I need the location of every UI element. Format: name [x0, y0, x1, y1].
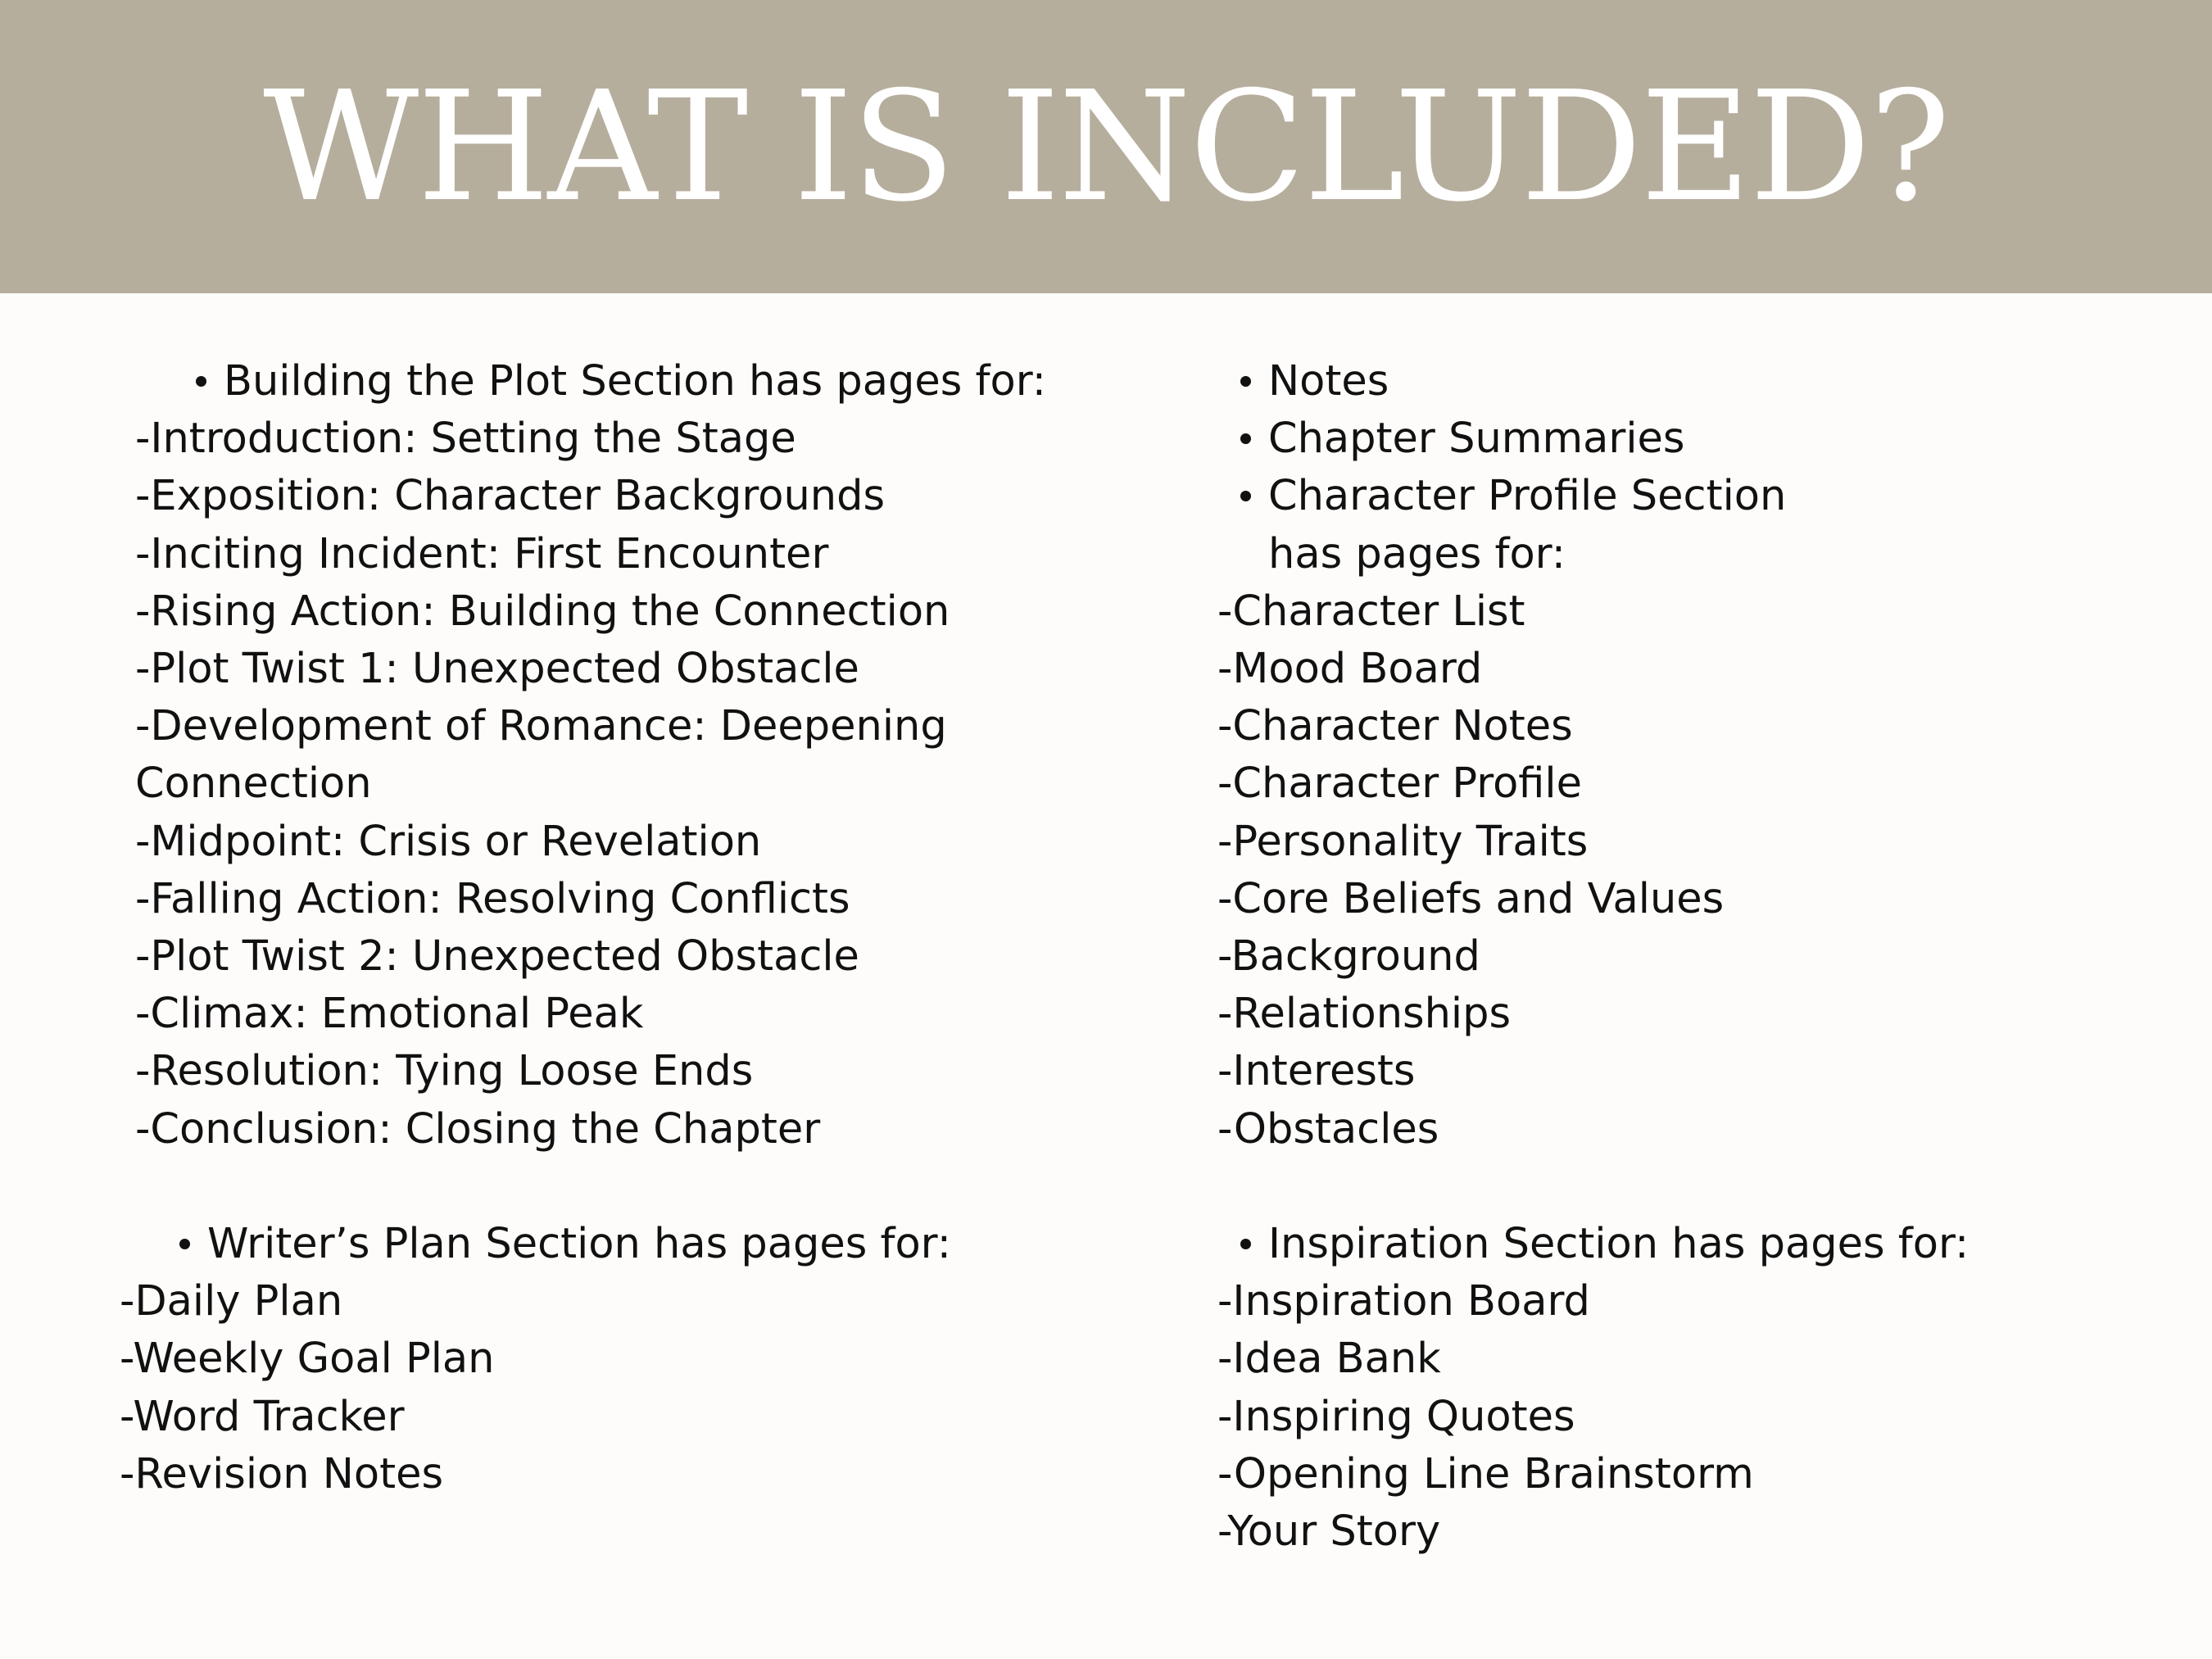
inspiration-section — [1217, 1216, 1969, 1561]
list-item: -Mood Board — [1217, 645, 1483, 694]
list-item: -Opening Line Brainstorm — [1217, 1449, 1754, 1498]
plot-section — [135, 353, 1046, 1158]
list-item: -Falling Action: Resolving Conflicts — [135, 874, 850, 923]
list-item: -Idea Bank — [1217, 1335, 1441, 1384]
list-item: -Rising Action: Building the Connection — [135, 587, 950, 636]
list-item: -Inciting Incident: First Encounter — [135, 529, 829, 578]
list-item: -Resolution: Tying Loose Ends — [135, 1047, 754, 1096]
list-item: -Obstacles — [1217, 1104, 1439, 1154]
list-item: -Inspiring Quotes — [1217, 1392, 1575, 1441]
list-item: -Relationships — [1217, 990, 1512, 1039]
list-item: -Exposition: Character Backgrounds — [135, 472, 886, 521]
list-item: -Personality Traits — [1217, 817, 1589, 866]
plot-section-heading: Building the Plot Section has pages for: — [173, 353, 1046, 410]
character-profile-section-heading-continued: has pages for: — [1268, 529, 1566, 578]
plan-section-heading: Writer’s Plan Section has pages for: — [156, 1216, 951, 1273]
inspiration-section-heading: Inspiration Section has pages for: — [1217, 1216, 1969, 1273]
list-item: -Plot Twist 1: Unexpected Obstacle — [135, 645, 859, 694]
list-item: -Word Tracker — [120, 1392, 405, 1441]
page-title: WHAT IS INCLUDED? — [263, 58, 1949, 235]
list-item: -Character Notes — [1217, 702, 1573, 751]
list-item: -Plot Twist 2: Unexpected Obstacle — [135, 932, 859, 981]
list-item: -Introduction: Setting the Stage — [135, 415, 796, 464]
list-item: -Character List — [1217, 587, 1525, 636]
plan-section — [120, 1216, 951, 1503]
list-item: -Development of Romance: Deepening — [135, 702, 947, 751]
character-profile-section-heading: Character Profile Section — [1217, 468, 1786, 525]
list-item: -Core Beliefs and Values — [1217, 874, 1725, 923]
list-item: -Character Profile — [1217, 759, 1582, 809]
list-item: -Conclusion: Closing the Chapter — [135, 1104, 821, 1154]
list-item: -Weekly Goal Plan — [120, 1335, 495, 1384]
list-item: -Inspiration Board — [1217, 1277, 1590, 1326]
list-item: -Interests — [1217, 1047, 1416, 1096]
list-item: -Daily Plan — [120, 1277, 343, 1326]
list-item: -Your Story — [1217, 1507, 1441, 1557]
list-item: -Background — [1217, 932, 1480, 981]
chapter-summaries-bullet: Chapter Summaries — [1217, 410, 1786, 468]
list-item: -Climax: Emotional Peak — [135, 990, 644, 1039]
list-item: -Midpoint: Crisis or Revelation — [135, 817, 762, 866]
list-item: -Revision Notes — [120, 1449, 444, 1498]
list-item: Connection — [135, 759, 372, 809]
notes-bullet: Notes — [1217, 353, 1786, 410]
character-section — [1217, 353, 1786, 1158]
